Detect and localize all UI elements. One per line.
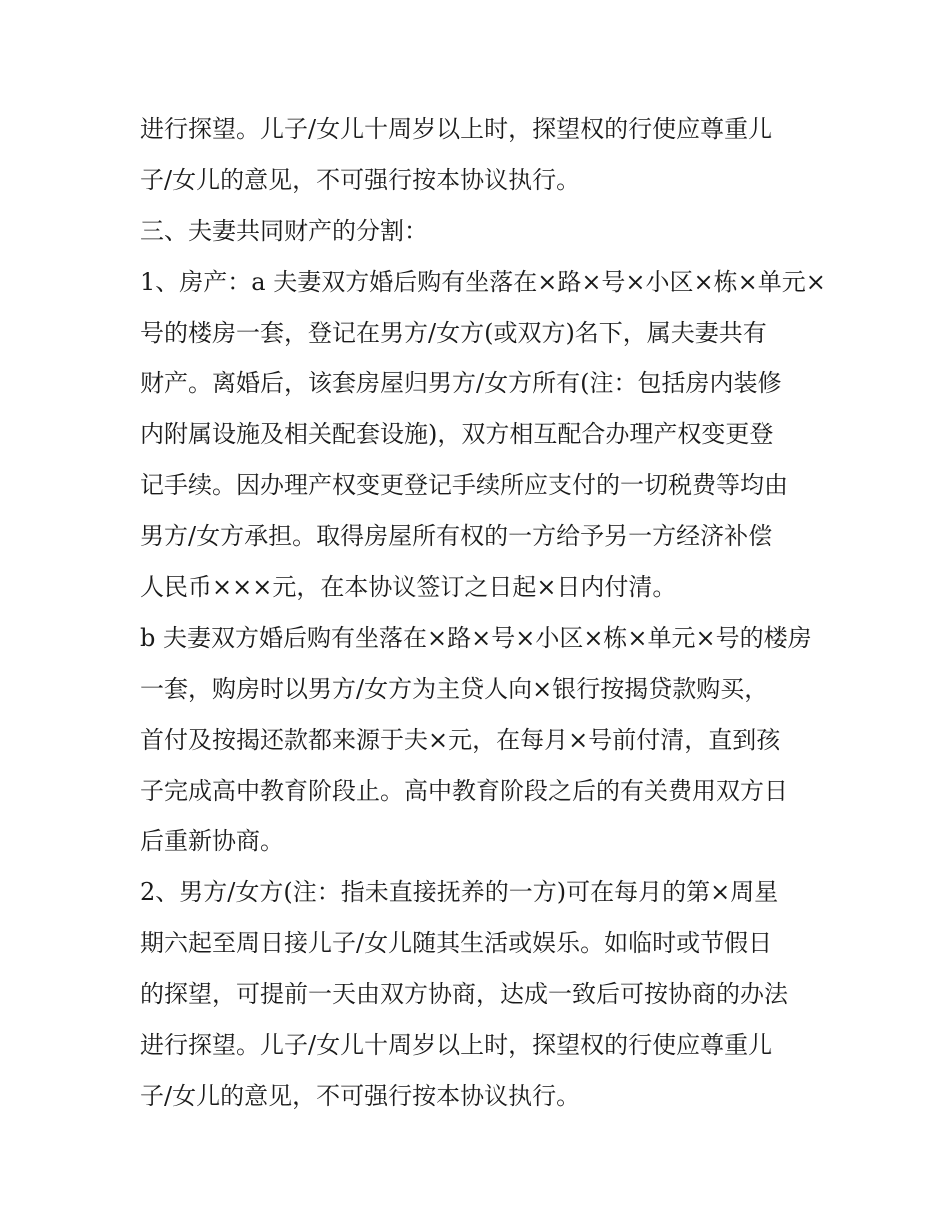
text-line: 子/女儿的意见，不可强行按本协议执行。 [140,165,581,194]
text-line: 子完成高中教育阶段止。高中教育阶段之后的有关费用双方日 [140,776,788,805]
text-line: 进行探望。儿子/女儿十周岁以上时，探望权的行使应尊重儿 [140,1031,773,1060]
section-heading: 三、夫妻共同财产的分割： [140,216,428,245]
text-line: 的探望，可提前一天由双方协商，达成一致后可按协商的办法 [140,980,788,1009]
text-line: b 夫妻双方婚后购有坐落在×路×号×小区×栋×单元×号的楼房 [140,623,812,652]
text-line: 一套，购房时以男方/女方为主贷人向×银行按揭贷款购买， [140,674,769,703]
text-line: 2、男方/女方(注：指未直接抚养的一方)可在每月的第×周星 [140,878,779,907]
text-line: 号的楼房一套，登记在男方/女方(或双方)名下，属夫妻共有 [140,318,767,347]
text-line: 财产。离婚后，该套房屋归男方/女方所有(注：包括房内装修 [140,369,782,398]
text-line: 男方/女方承担。取得房屋所有权的一方给予另一方经济补偿 [140,522,773,551]
text-line: 期六起至周日接儿子/女儿随其生活或娱乐。如临时或节假日 [140,929,773,958]
text-line: 人民币×××元，在本协议签订之日起×日内付清。 [140,573,677,602]
text-line: 首付及按揭还款都来源于夫×元，在每月×号前付清，直到孩 [140,725,781,754]
document-body [140,104,826,1122]
text-line: 1、房产：a 夫妻双方婚后购有坐落在×路×号×小区×栋×单元× [140,267,826,296]
text-line: 后重新协商。 [140,827,284,856]
text-line: 子/女儿的意见，不可强行按本协议执行。 [140,1081,581,1110]
text-line: 记手续。因办理产权变更登记手续所应支付的一切税费等均由 [140,471,788,500]
text-line: 内附属设施及相关配套设施)，双方相互配合办理产权变更登 [140,420,774,449]
text-line: 进行探望。儿子/女儿十周岁以上时，探望权的行使应尊重儿 [140,115,773,143]
